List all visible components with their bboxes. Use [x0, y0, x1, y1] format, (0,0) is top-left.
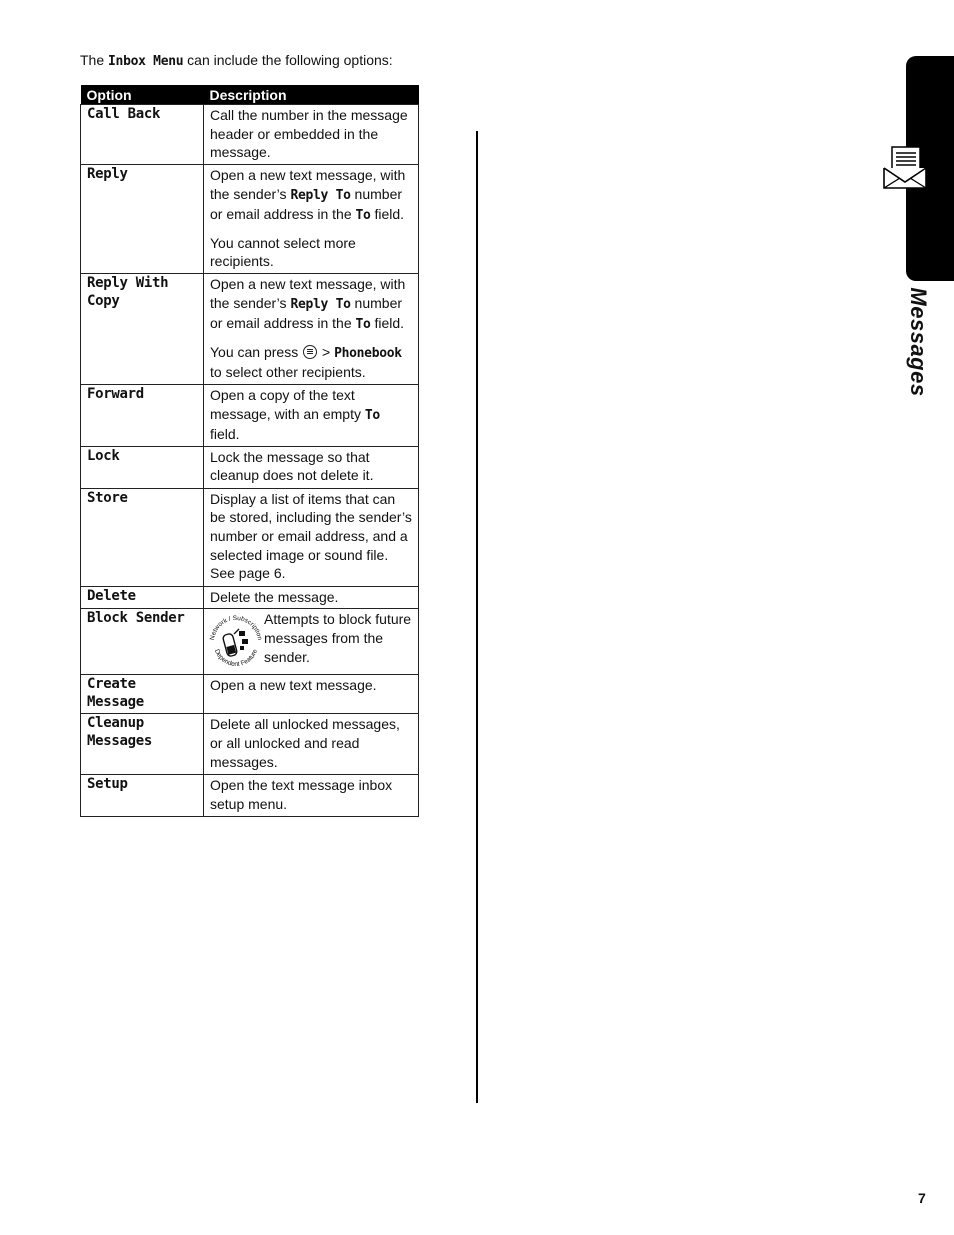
description-reply-with-copy: Open a new text message, with the sender’s Reply To number or email address in the To field. You can press > Phonebook to select other recipients. — [204, 273, 419, 384]
header-description: Description — [204, 85, 419, 105]
menu-name: Inbox Menu — [108, 54, 184, 69]
description-cleanup-messages: Delete all unlocked messages, or all unlocked and read messages. — [204, 714, 419, 775]
option-delete: Delete — [81, 586, 204, 609]
page-number: 7 — [918, 1190, 926, 1206]
option-reply: Reply — [81, 165, 204, 274]
description-forward: Open a copy of the text message, with an empty To field. — [204, 384, 419, 446]
note-reply: You cannot select more recipients. — [210, 234, 356, 270]
table-row — [81, 714, 419, 775]
description-block-sender: Network / Subscription Dependent Feature Attempts to block future messages from the sender. — [204, 609, 419, 675]
table-row — [81, 165, 419, 274]
svg-text:Network / Subscription: Network / Subscription — [209, 615, 263, 642]
table-header-row — [81, 85, 419, 105]
option-setup: Setup — [81, 775, 204, 816]
option-create-message: Create Message — [81, 675, 204, 714]
intro-text: The Inbox Menu can include the following options: — [80, 52, 393, 69]
description-setup: Open the text message inbox setup menu. — [204, 775, 419, 816]
option-block-sender: Block Sender — [81, 609, 204, 675]
envelope-message-icon — [882, 146, 928, 190]
note-reply-with-copy: You can press > Phonebook to select other recipients. — [210, 343, 402, 381]
table-row — [81, 775, 419, 816]
section-title: Messages — [906, 287, 931, 397]
options-table — [80, 85, 419, 817]
table-row — [81, 273, 419, 384]
table-row — [81, 384, 419, 446]
table-row — [81, 488, 419, 586]
option-store: Store — [81, 488, 204, 586]
menu-key-icon — [303, 345, 317, 359]
option-reply-with-copy: Reply With Copy — [81, 273, 204, 384]
svg-text:Dependent Feature: Dependent Feature — [212, 648, 260, 669]
header-option: Option — [81, 85, 204, 105]
phonebook-label: Phonebook — [334, 345, 402, 361]
table-row — [81, 675, 419, 714]
option-cleanup-messages: Cleanup Messages — [81, 714, 204, 775]
option-call-back: Call Back — [81, 105, 204, 165]
network-feature-icon — [208, 612, 264, 670]
description-reply: Open a new text message, with the sender’s Reply To number or email address in the To field. You cannot select more recipients. — [204, 165, 419, 274]
description-lock: Lock the message so that cleanup does not delete it. — [204, 446, 419, 488]
description-create-message: Open a new text message. — [204, 675, 419, 714]
description-call-back: Call the number in the message header or embedded in the message. — [204, 105, 419, 165]
description-store: Display a list of items that can be stored, including the sender’s number or email address, and a selected image or sound file. See page 6. — [204, 488, 419, 586]
table-row — [81, 609, 419, 675]
table-row — [81, 586, 419, 609]
table-row — [81, 446, 419, 488]
column-divider — [476, 131, 478, 1103]
option-forward: Forward — [81, 384, 204, 446]
table-row — [81, 105, 419, 165]
description-delete: Delete the message. — [204, 586, 419, 609]
option-lock: Lock — [81, 446, 204, 488]
